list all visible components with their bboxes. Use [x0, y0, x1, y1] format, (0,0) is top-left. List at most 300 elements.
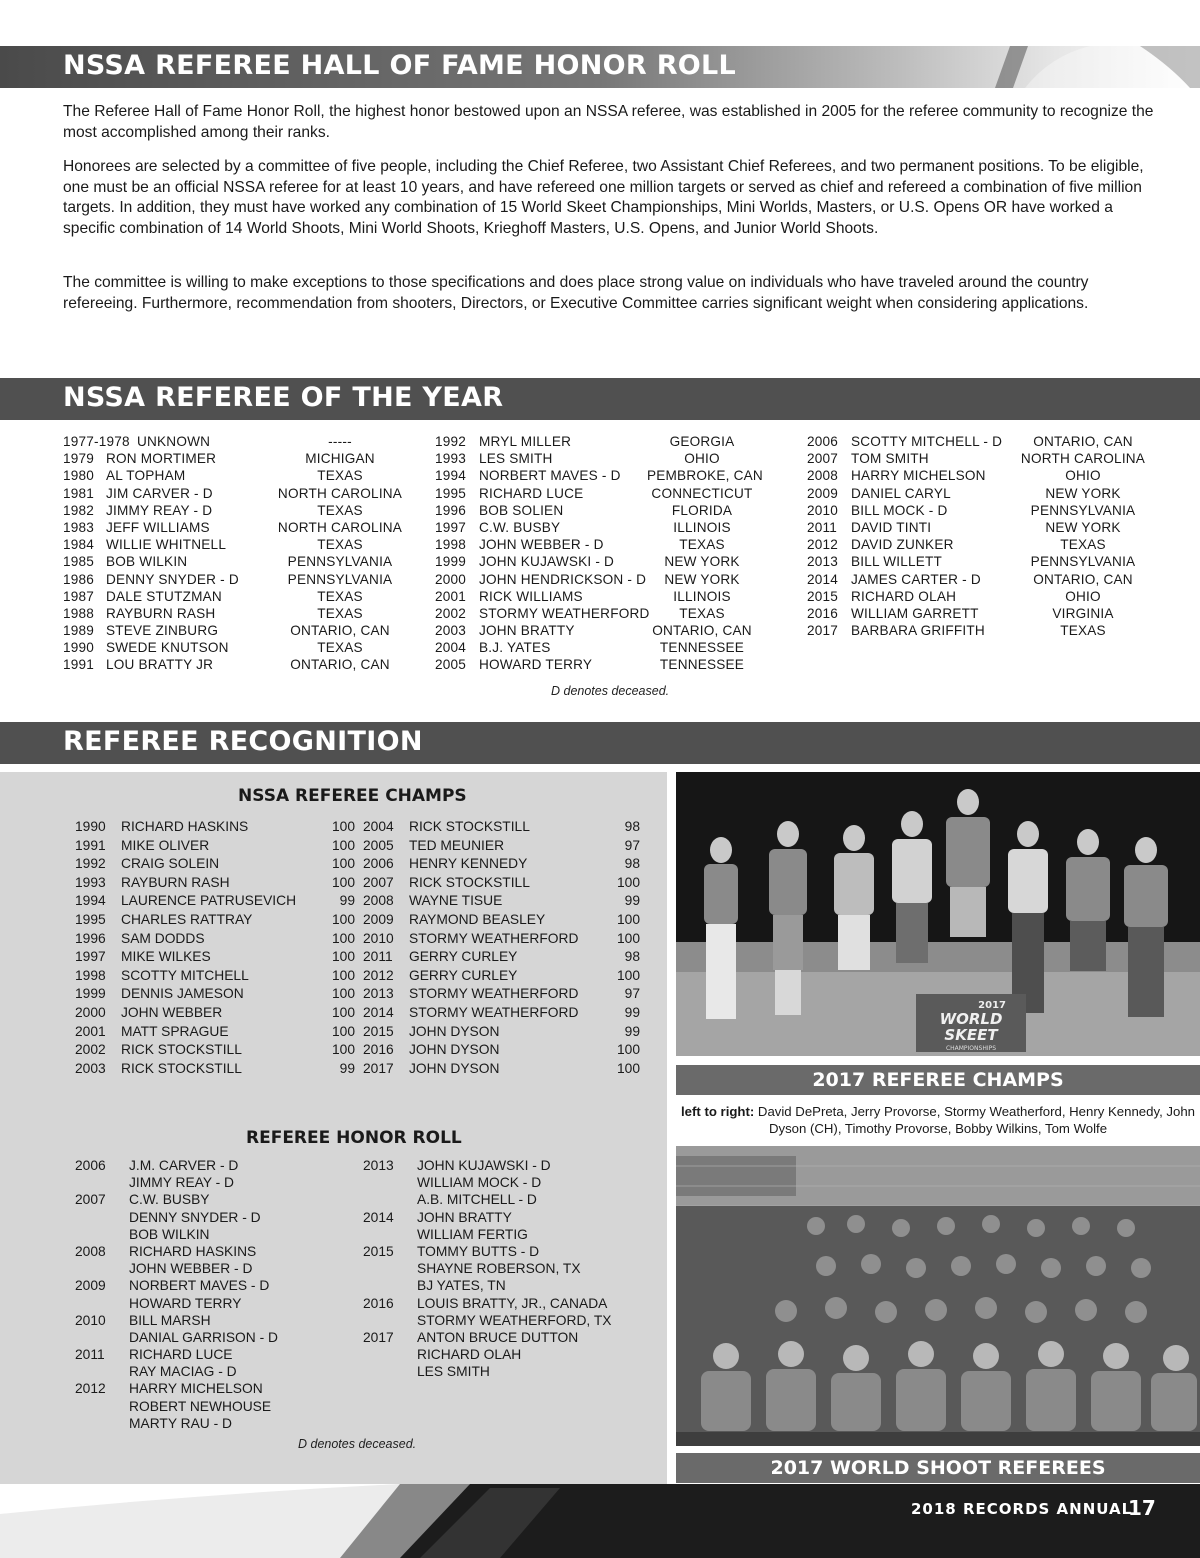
referee-champs-right-column	[363, 818, 640, 1078]
referee-champ-year: 2017	[363, 1060, 394, 1076]
referee-of-year-year: 1986	[63, 571, 95, 587]
referee-champ-year: 2009	[363, 911, 394, 927]
referee-of-year-name: NORBERT MAVES - D	[479, 468, 621, 484]
honor-roll-name: WILLIAM FERTIG	[417, 1226, 528, 1242]
referee-of-year-row	[63, 571, 413, 588]
referee-of-year-row	[807, 450, 1149, 467]
referee-of-year-year: 1980	[63, 468, 95, 484]
referee-of-year-year: 1994	[435, 468, 467, 484]
referee-champ-name: RICK STOCKSTILL	[121, 1060, 242, 1076]
referee-of-year-name: JOHN HENDRICKSON - D	[479, 571, 647, 587]
referee-of-year-state: NEW YORK	[1045, 485, 1121, 501]
page-number: 17	[1128, 1496, 1156, 1520]
honor-roll-name: JOHN KUJAWSKI - D	[417, 1158, 551, 1173]
honor-roll-left-column	[75, 1157, 278, 1432]
referee-of-year-name: BILL WILLETT	[851, 554, 943, 570]
referee-champ-name: RICK STOCKSTILL	[409, 819, 530, 834]
referee-champ-name: MATT SPRAGUE	[121, 1023, 229, 1039]
referee-of-year-state: PENNSYLVANIA	[1030, 554, 1136, 570]
honor-roll-year: 2006	[75, 1158, 106, 1173]
honor-roll-entry	[363, 1209, 611, 1243]
referee-of-year-name: MRYL MILLER	[479, 434, 572, 449]
footer-swoosh	[0, 1484, 1200, 1558]
referee-champ-row	[75, 930, 355, 949]
referee-of-year-name: BOB SOLIEN	[479, 502, 564, 518]
referee-champs-caption-bar: 2017 REFEREE CHAMPS	[676, 1065, 1200, 1095]
referee-champ-row	[363, 855, 640, 874]
referee-champ-name: SCOTTY MITCHELL	[121, 967, 249, 983]
referee-champ-name: WAYNE TISUE	[409, 893, 503, 909]
referee-champ-year: 1996	[75, 930, 106, 946]
honor-roll-names	[129, 1312, 278, 1346]
referee-champs-left-column	[75, 818, 355, 1078]
referee-of-year-row	[807, 605, 1149, 622]
referee-of-year-year: 2010	[807, 502, 839, 518]
referee-champ-row	[75, 1023, 355, 1042]
honor-roll-names	[129, 1277, 269, 1311]
referee-champ-score: 100	[331, 911, 355, 927]
referee-champ-year: 1992	[75, 856, 106, 872]
referee-of-year-year: 1991	[63, 657, 95, 673]
referee-of-year-state: ONTARIO, CAN	[1033, 571, 1133, 587]
referee-champ-row	[363, 892, 640, 911]
referee-of-year-row	[63, 519, 413, 536]
referee-champ-name: RICK STOCKSTILL	[409, 874, 530, 890]
referee-of-year-name: DAVID ZUNKER	[851, 537, 954, 553]
honor-roll-year: 2008	[75, 1243, 106, 1259]
referee-of-year-year: 1984	[63, 537, 95, 553]
referee-of-year-year: 2004	[435, 640, 467, 656]
referee-champ-score: 100	[331, 837, 355, 853]
referee-of-year-row	[807, 519, 1149, 536]
referee-champ-year: 1995	[75, 911, 106, 927]
referee-of-year-name: BILL MOCK - D	[851, 502, 948, 518]
caption-lead: left to right:	[681, 1104, 755, 1119]
referee-of-year-state: -----	[328, 434, 352, 449]
referee-of-year-row	[63, 553, 413, 570]
referee-of-year-name: BARBARA GRIFFITH	[851, 623, 985, 639]
honor-roll-entry	[75, 1157, 278, 1191]
referee-of-year-state: TEXAS	[679, 537, 725, 553]
honor-roll-entry	[75, 1243, 278, 1277]
honor-roll-name: HARRY MICHELSON	[129, 1381, 263, 1397]
referee-of-year-name: B.J. YATES	[479, 640, 551, 656]
honor-roll-names	[417, 1209, 528, 1243]
referee-of-year-state: PENNSYLVANIA	[1030, 502, 1136, 518]
referee-champ-score: 99	[624, 1004, 640, 1020]
deceased-note: D denotes deceased.	[551, 684, 670, 698]
referee-of-year-name: RICHARD OLAH	[851, 588, 957, 604]
referee-champ-row	[75, 985, 355, 1004]
referee-of-year-row	[63, 639, 413, 656]
honor-roll-name: ROBERT NEWHOUSE	[129, 1398, 272, 1414]
referee-of-year-row	[63, 485, 413, 502]
honor-roll-names	[129, 1380, 271, 1432]
referee-of-year-state: MICHIGAN	[305, 451, 375, 467]
referee-of-year-year: 1987	[63, 588, 95, 604]
referee-of-year-name: C.W. BUSBY	[479, 519, 561, 535]
honor-roll-names	[417, 1295, 611, 1329]
referee-of-year-year: 1996	[435, 502, 467, 518]
referee-of-year-row	[63, 656, 413, 673]
referee-champ-row	[75, 837, 355, 856]
referee-champ-score: 99	[624, 1023, 640, 1039]
referee-champ-name: HENRY KENNEDY	[409, 856, 528, 872]
referee-of-year-name: JAMES CARTER - D	[851, 571, 981, 587]
referee-recognition-header	[0, 722, 1200, 764]
honor-roll-entry	[363, 1295, 611, 1329]
referee-of-year-name: DAVID TINTI	[851, 519, 932, 535]
honor-roll-name: MARTY RAU - D	[129, 1415, 232, 1431]
referee-of-year-year: 1999	[435, 554, 467, 570]
referee-of-year-name: DANIEL CARYL	[851, 485, 951, 501]
honor-roll-name: JOHN WEBBER - D	[129, 1261, 253, 1277]
honor-roll-name: SHAYNE ROBERSON, TX	[417, 1261, 581, 1277]
referee-champ-row	[75, 1004, 355, 1023]
referee-of-year-name: LOU BRATTY JR	[106, 657, 214, 673]
referee-of-year-row	[807, 588, 1149, 605]
referee-champ-score: 100	[331, 949, 355, 965]
honor-roll-entry	[75, 1191, 278, 1243]
referee-champ-year: 2013	[363, 986, 394, 1002]
referee-champs-caption	[676, 1103, 1200, 1137]
referee-champ-name: MIKE WILKES	[121, 949, 211, 965]
referee-of-year-state: PENNSYLVANIA	[287, 571, 393, 587]
referee-of-year-name: BOB WILKIN	[106, 554, 188, 570]
referee-of-year-state: NEW YORK	[664, 554, 740, 570]
referee-of-year-state: TEXAS	[317, 502, 363, 518]
honor-roll-names	[129, 1243, 256, 1277]
honor-roll-name: LOUIS BRATTY, JR., CANADA	[417, 1295, 608, 1311]
honor-roll-year: 2007	[75, 1192, 106, 1208]
referee-champ-year: 2002	[75, 1042, 106, 1058]
hof-paragraph-1: The Referee Hall of Fame Honor Roll, the highest honor bestowed upon an NSSA referee, was established in 2005 for the referee community to recognize the most accomplished among their ranks.	[63, 103, 1154, 141]
honor-roll-names	[129, 1157, 238, 1191]
referee-of-year-row	[63, 588, 413, 605]
honor-roll-year: 2009	[75, 1278, 106, 1294]
referee-of-year-row	[435, 571, 757, 588]
referee-champ-year: 1999	[75, 986, 106, 1002]
referee-champs-title: NSSA REFEREE CHAMPS	[238, 786, 467, 806]
referee-champ-year: 2003	[75, 1060, 106, 1076]
honor-roll-name: DENNY SNYDER - D	[129, 1209, 261, 1225]
referee-champ-year: 2008	[363, 893, 394, 909]
honor-roll-deceased-note: D denotes deceased.	[298, 1437, 417, 1451]
referee-champ-score: 99	[339, 893, 355, 909]
footer-publication-label: 2018 RECORDS ANNUAL	[911, 1500, 1133, 1518]
referee-of-year-header	[0, 378, 1200, 420]
sign-line-2: SKEET	[944, 1026, 998, 1044]
referee-of-year-row	[435, 519, 757, 536]
referee-of-year-row	[435, 502, 757, 519]
referee-of-year-state: TENNESSEE	[659, 640, 745, 656]
referee-of-year-name: SCOTTY MITCHELL - D	[851, 434, 1003, 449]
referee-of-year-state: ONTARIO, CAN	[652, 623, 752, 639]
referee-of-year-year: 1998	[435, 537, 467, 553]
referee-of-year-state: CONNECTICUT	[651, 485, 753, 501]
referee-of-year-row	[435, 536, 757, 553]
referee-champ-row	[363, 930, 640, 949]
referee-of-year-row	[435, 605, 757, 622]
referee-of-year-name: SWEDE KNUTSON	[106, 640, 229, 656]
referee-champ-row	[363, 1023, 640, 1042]
referee-of-year-name: JOHN KUJAWSKI - D	[479, 554, 615, 570]
sign-line-1: WORLD	[939, 1010, 1003, 1028]
honor-roll-name: A.B. MITCHELL - D	[417, 1192, 537, 1208]
referee-of-year-year: 2001	[435, 588, 467, 604]
honor-roll-entry	[75, 1277, 278, 1311]
referee-of-year-row	[63, 450, 413, 467]
referee-champ-row	[363, 1060, 640, 1079]
referee-of-year-row	[807, 502, 1149, 519]
referee-champ-score: 100	[616, 874, 640, 890]
referee-of-year-state: PEMBROKE, CAN	[647, 468, 763, 484]
sign-year: 2017	[978, 1000, 1006, 1011]
honor-roll-name: HOWARD TERRY	[129, 1295, 242, 1311]
referee-champ-name: GERRY CURLEY	[409, 967, 518, 983]
honor-roll-entry	[75, 1380, 278, 1432]
referee-of-year-column	[807, 433, 1149, 639]
referee-of-year-state: GEORGIA	[669, 434, 735, 449]
referee-champ-score: 100	[331, 1042, 355, 1058]
referee-champ-name: STORMY WEATHERFORD	[409, 1004, 579, 1020]
referee-champ-year: 2001	[75, 1023, 106, 1039]
referee-of-year-name: WILLIAM GARRETT	[851, 605, 979, 621]
referee-of-year-row	[435, 656, 757, 673]
referee-of-year-year: 2015	[807, 588, 839, 604]
referee-of-year-name: LES SMITH	[479, 451, 553, 467]
referee-of-year-year: 2009	[807, 485, 839, 501]
referee-of-year-row	[63, 502, 413, 519]
referee-of-year-year: 2007	[807, 451, 839, 467]
referee-of-year-name: DALE STUTZMAN	[106, 588, 222, 604]
referee-of-year-name: JOHN WEBBER - D	[479, 537, 604, 553]
referee-champ-score: 97	[624, 986, 640, 1002]
referee-champ-year: 1998	[75, 967, 106, 983]
hall-of-fame-header	[0, 46, 1200, 88]
referee-champ-row	[75, 967, 355, 986]
honor-roll-year: 2016	[363, 1295, 394, 1311]
referee-champ-row	[363, 985, 640, 1004]
referee-of-year-row	[807, 571, 1149, 588]
referee-of-year-year: 1981	[63, 485, 95, 501]
hof-paragraph-3: The committee is willing to make exceptions to those specifications and does place strong value on individuals who have traveled around the country refereeing. Furthermore, recommendation from shooters, Directors, or Executive Committee carries significant weight when considering applications.	[63, 274, 1089, 312]
referee-of-year-row	[63, 622, 413, 639]
referee-champ-row	[75, 855, 355, 874]
referee-of-year-state: OHIO	[1065, 468, 1101, 484]
referee-champ-year: 2010	[363, 930, 394, 946]
referee-champs-photo	[676, 772, 1200, 1056]
referee-champ-score: 100	[331, 819, 355, 834]
honor-roll-names	[417, 1329, 578, 1381]
referee-of-year-row	[807, 553, 1149, 570]
referee-of-year-state: TEXAS	[679, 605, 725, 621]
referee-of-year-year: 1995	[435, 485, 467, 501]
referee-champ-score: 98	[624, 819, 640, 834]
referee-of-year-year: 1985	[63, 554, 95, 570]
referee-of-year-year: 1982	[63, 502, 95, 518]
honor-roll-name: NORBERT MAVES - D	[129, 1278, 270, 1294]
referee-of-year-name: RICK WILLIAMS	[479, 588, 583, 604]
referee-champ-row	[75, 892, 355, 911]
referee-of-year-year: 1989	[63, 623, 95, 639]
referee-of-year-name: STEVE ZINBURG	[106, 623, 219, 639]
referee-champ-year: 1990	[75, 819, 106, 834]
referee-of-year-name: DENNY SNYDER - D	[106, 571, 239, 587]
referee-champ-name: CHARLES RATTRAY	[121, 911, 253, 927]
referee-champ-row	[75, 818, 355, 837]
referee-of-year-name: HARRY MICHELSON	[851, 468, 986, 484]
referee-champ-year: 2005	[363, 837, 394, 853]
honor-roll-name: BOB WILKIN	[129, 1226, 210, 1242]
referee-of-year-state: NORTH CAROLINA	[1020, 451, 1146, 467]
sign-line-3: CHAMPIONSHIPS	[945, 1045, 997, 1052]
referee-champ-name: RICHARD HASKINS	[121, 819, 249, 834]
referee-champ-name: JOHN DYSON	[409, 1042, 500, 1058]
referee-of-year-state: TEXAS	[317, 605, 363, 621]
honor-roll-name: BJ YATES, TN	[417, 1278, 506, 1294]
honor-roll-year: 2012	[75, 1381, 106, 1397]
referee-of-year-name: JIM CARVER - D	[106, 485, 213, 501]
referee-champ-year: 2014	[363, 1004, 394, 1020]
referee-champ-row	[75, 1060, 355, 1079]
referee-of-year-state: OHIO	[684, 451, 720, 467]
referee-champ-row	[75, 911, 355, 930]
referee-of-year-column	[435, 433, 763, 674]
referee-champ-name: RICK STOCKSTILL	[121, 1042, 242, 1058]
referee-champ-score: 100	[616, 930, 640, 946]
referee-of-year-state: TEXAS	[317, 640, 363, 656]
referee-of-year-state: PENNSYLVANIA	[287, 554, 393, 570]
referee-champ-score: 100	[331, 856, 355, 872]
referee-of-year-row	[63, 605, 413, 622]
referee-champs-photo-illustration	[676, 772, 1200, 1056]
referee-of-year-name: JOHN BRATTY	[479, 623, 575, 639]
referee-of-year-name: JIMMY REAY - D	[106, 502, 213, 518]
honor-roll-name: DANIAL GARRISON - D	[129, 1329, 278, 1345]
referee-champ-score: 100	[331, 874, 355, 890]
referee-of-year-year: 1993	[435, 451, 467, 467]
honor-roll-name: BILL MARSH	[129, 1312, 211, 1328]
referee-of-year-state: TEXAS	[1060, 537, 1106, 553]
referee-of-year-name: RAYBURN RASH	[106, 605, 216, 621]
referee-champ-year: 2007	[363, 874, 394, 890]
referee-of-year-year: 2006	[807, 434, 839, 449]
referee-of-year-state: TEXAS	[317, 468, 363, 484]
referee-of-year-year: 2003	[435, 623, 467, 639]
referee-champ-year: 2000	[75, 1004, 106, 1020]
referee-of-year-state: TEXAS	[317, 537, 363, 553]
referee-champ-score: 100	[616, 1042, 640, 1058]
honor-roll-name: JOHN BRATTY	[417, 1209, 512, 1225]
referee-of-year-row	[435, 467, 763, 484]
referee-champ-score: 98	[624, 949, 640, 965]
honor-roll-name: TOMMY BUTTS - D	[417, 1243, 540, 1259]
referee-of-year-year: 2008	[807, 468, 839, 484]
honor-roll-year: 2014	[363, 1209, 394, 1225]
referee-of-year-state: ONTARIO, CAN	[290, 657, 390, 673]
referee-champ-score: 100	[331, 930, 355, 946]
referee-of-year-state: FLORIDA	[671, 502, 733, 518]
referee-of-year-state: TEXAS	[317, 588, 363, 604]
referee-champ-name: RAYBURN RASH	[121, 874, 230, 890]
referee-of-year-year: 2000	[435, 571, 467, 587]
referee-of-year-year: 1988	[63, 605, 95, 621]
honor-roll-name: LES SMITH	[417, 1364, 490, 1380]
referee-champ-year: 2006	[363, 856, 394, 872]
referee-champ-score: 100	[331, 1023, 355, 1039]
referee-of-year-row	[435, 639, 757, 656]
referee-of-year-year: 2012	[807, 537, 839, 553]
hof-paragraph-2: Honorees are selected by a committee of five people, including the Chief Referee, two Assistant Chief Referees, and two permanent positions. To be eligible, one must be an official NSSA referee for at least 10 years, and have refereed one million targets or served as chief and refereed a combination of five million targets. In addition, they must have worked any combination of 15 World Skeet Championships, Mini Worlds, Masters, or U.S. Opens OR have worked a specific combination of 14 World Shoots, Mini World Shoots, Krieghoff Masters, U.S. Opens, and Junior World Shoots.	[63, 158, 1144, 237]
referee-champ-name: MIKE OLIVER	[121, 837, 210, 853]
referee-champ-score: 100	[616, 1060, 640, 1076]
referee-of-year-row	[807, 433, 1149, 450]
swoosh-decoration	[900, 46, 1200, 88]
referee-champ-name: RAYMOND BEASLEY	[409, 911, 546, 927]
world-shoot-referees-caption-bar: 2017 WORLD SHOOT REFEREES	[676, 1453, 1200, 1483]
referee-champ-name: GERRY CURLEY	[409, 949, 518, 965]
referee-of-year-row	[63, 467, 413, 484]
referee-champ-row	[363, 967, 640, 986]
referee-of-year-state: ONTARIO, CAN	[290, 623, 390, 639]
referee-of-year-row	[435, 588, 757, 605]
honor-roll-year: 2013	[363, 1158, 394, 1173]
referee-of-year-state: TENNESSEE	[659, 657, 745, 673]
caption-text: David DePreta, Jerry Provorse, Stormy Weatherford, Henry Kennedy, John Dyson (CH), Timothy Provorse, Bobby Wilkins, Tom Wolfe	[754, 1104, 1195, 1136]
referee-of-year-year: 2014	[807, 571, 839, 587]
referee-of-year-title: NSSA REFEREE OF THE YEAR	[63, 382, 504, 413]
honor-roll-name: J.M. CARVER - D	[129, 1158, 239, 1173]
referee-of-year-name: JEFF WILLIAMS	[106, 519, 210, 535]
referee-champ-score: 100	[616, 911, 640, 927]
honor-roll-name: JIMMY REAY - D	[129, 1175, 235, 1191]
group-photo-illustration	[676, 1146, 1200, 1446]
honor-roll-year: 2017	[363, 1329, 394, 1345]
honor-roll-entry	[363, 1329, 611, 1381]
referee-champ-score: 97	[624, 837, 640, 853]
referee-of-year-year: 1977-1978	[63, 434, 130, 449]
referee-of-year-row	[807, 622, 1149, 639]
referee-champ-score: 99	[339, 1060, 355, 1076]
referee-champ-score: 98	[624, 856, 640, 872]
referee-champ-name: LAURENCE PATRUSEVICH	[121, 893, 297, 909]
referee-of-year-name: AL TOPHAM	[106, 468, 186, 484]
referee-champ-name: JOHN DYSON	[409, 1060, 500, 1076]
referee-of-year-name: TOM SMITH	[851, 451, 929, 467]
honor-roll-year: 2015	[363, 1243, 394, 1259]
referee-of-year-year: 2005	[435, 657, 467, 673]
world-shoot-referees-photo	[676, 1146, 1200, 1446]
referee-champ-score: 100	[331, 986, 355, 1002]
referee-champ-year: 2011	[363, 949, 393, 965]
referee-champ-year: 1993	[75, 874, 106, 890]
referee-of-year-state: TEXAS	[1060, 623, 1106, 639]
referee-champ-score: 99	[624, 893, 640, 909]
referee-of-year-row	[63, 433, 413, 450]
referee-of-year-state: VIRGINIA	[1052, 605, 1114, 621]
referee-of-year-state: ILLINOIS	[673, 588, 731, 604]
referee-champ-name: STORMY WEATHERFORD	[409, 986, 579, 1002]
referee-of-year-state: NORTH CAROLINA	[277, 485, 403, 501]
referee-of-year-name: WILLIE WHITNELL	[106, 537, 227, 553]
referee-champ-row	[363, 1041, 640, 1060]
honor-roll-names	[417, 1157, 551, 1209]
referee-of-year-year: 1979	[63, 451, 95, 467]
referee-of-year-year: 1983	[63, 519, 95, 535]
honor-roll-title: REFEREE HONOR ROLL	[246, 1128, 462, 1148]
referee-of-year-year: 1990	[63, 640, 95, 656]
